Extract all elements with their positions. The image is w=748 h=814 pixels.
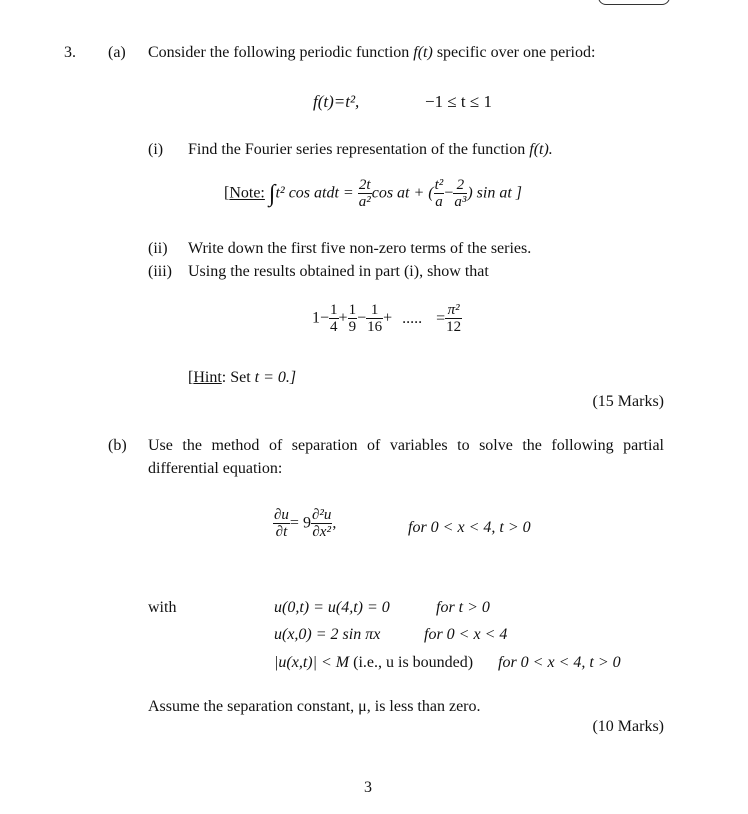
- item-i-label: (i): [148, 141, 164, 158]
- part-a-label: (a): [108, 44, 126, 61]
- series-fraction-2: $\frac{1}{9}$: [348, 302, 357, 335]
- part-a-intro: Consider the following periodic function f(t) specific over one period:: [148, 44, 596, 61]
- pde-equation: $\frac{\partial u}{\partial t}$ = 9 $\frac{\text{∂²u}}{\text{∂x²}}$ ,: [274, 507, 337, 540]
- bounded-condition: |u(x,t)| < M (i.e., u is bounded): [274, 654, 474, 671]
- note-fraction-2: $\frac{\text{t²}}{a}$: [434, 177, 444, 210]
- series-rhs-fraction: $\frac{\text{π²}}{12}$: [446, 302, 462, 335]
- series-fraction-3: $\frac{1}{16}$: [367, 302, 383, 335]
- item-iii-text: Using the results obtained in part (i), show that: [188, 263, 489, 280]
- item-ii-label: (ii): [148, 240, 168, 257]
- hint: [Hint: Set t = 0.]: [188, 369, 297, 386]
- item-iii-label: (iii): [148, 263, 172, 280]
- boundary-condition: u(0,t) = u(4,t) = 0: [274, 599, 390, 616]
- part-b-text-line1: Use the method of separation of variables to solve the following partial: [148, 437, 664, 454]
- part-a-marks: (15 Marks): [592, 393, 664, 410]
- item-i-text: Find the Fourier series representation of the function f(t).: [188, 141, 553, 158]
- series-identity: 1− $\frac{1}{4}$ + $\frac{1}{9}$ − $\frac{1}{16}$ + ..... = $\frac{\text{π²}}{12}$: [312, 302, 462, 335]
- item-ii-text: Write down the first five non-zero terms of the series.: [188, 240, 532, 257]
- note-fraction-3: $\frac{2}{\text{a³}}$: [454, 177, 467, 210]
- part-b-label: (b): [108, 437, 127, 454]
- function-range: −1 ≤ t ≤ 1: [425, 92, 492, 111]
- pde-rhs-fraction: $\frac{\text{∂²u}}{\text{∂x²}}$: [311, 507, 332, 540]
- integral-sign: ∫: [268, 181, 276, 207]
- initial-condition: u(x,0) = 2 sin πx: [274, 626, 381, 643]
- note-label: Note:: [229, 184, 265, 202]
- question-number: 3.: [64, 44, 76, 61]
- boundary-condition-domain: for t > 0: [436, 599, 490, 616]
- page-number: 3: [364, 779, 372, 796]
- top-edge-mark: [598, 0, 670, 5]
- note-fraction-1: $\frac{2t}{\text{a²}}$: [358, 177, 371, 210]
- series-fraction-1: $\frac{1}{4}$: [330, 302, 338, 335]
- pde-domain: for 0 < x < 4, t > 0: [408, 519, 531, 536]
- pde-lhs-fraction: $\frac{\partial u}{\partial t}$: [274, 507, 289, 540]
- part-b-marks: (10 Marks): [592, 718, 664, 735]
- part-b-text-line2: differential equation:: [148, 460, 283, 477]
- function-definition: f(t)=t²,: [313, 92, 360, 111]
- with-label: with: [148, 599, 177, 616]
- initial-condition-domain: for 0 < x < 4: [424, 626, 508, 643]
- assumption-text: Assume the separation constant, μ, is less than zero.: [148, 698, 481, 715]
- bounded-condition-domain: for 0 < x < 4, t > 0: [498, 654, 621, 671]
- note-formula: [Note: ∫t² cos atdt = $\frac{2t}{\text{a²}}$ cos at + ( $\frac{\text{t²}}{a}$ − $\frac{2}{\text{a³}}$ ) sin at ]: [224, 177, 522, 210]
